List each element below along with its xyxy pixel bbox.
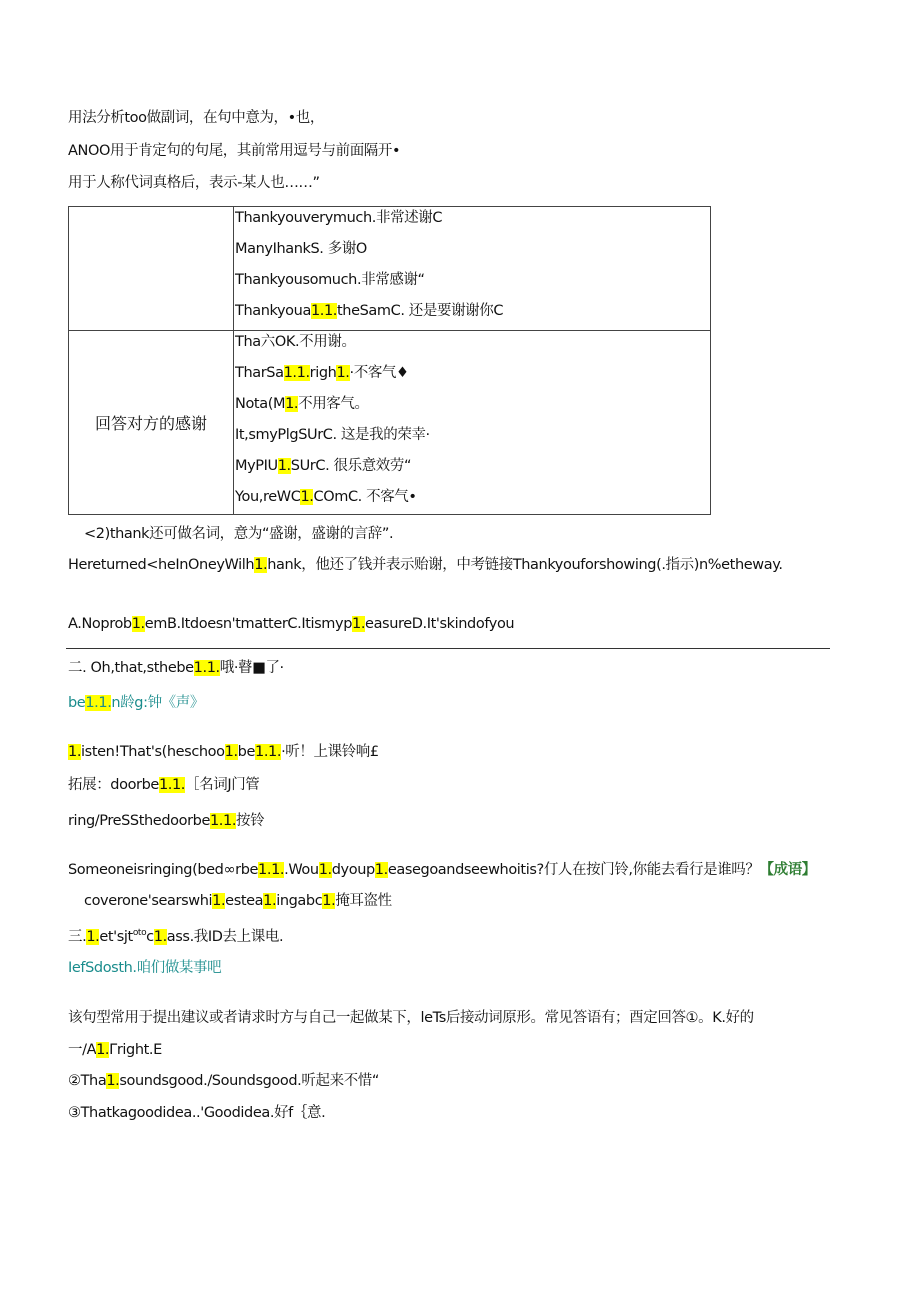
text-run: emB.Itdoesn'tmatterC.Itismyp — [144, 616, 352, 632]
highlight-run: 1. — [318, 862, 332, 878]
bell-definition — [68, 693, 204, 713]
text-run: ·听！上课铃响£ — [281, 744, 379, 760]
text-run: It,smyPlgSUrC. 这是我的荣幸· — [235, 427, 430, 443]
example-sentence — [68, 555, 783, 575]
text-run: A.Noprob — [68, 616, 132, 632]
text-run: estea — [225, 893, 264, 909]
text-run: easegoandseewhoitis?仃人在按门铃,你能去看行是谁吗？ — [387, 862, 760, 878]
text-run: righ — [309, 365, 337, 381]
table-line — [234, 455, 710, 486]
text-run: ②Tha — [68, 1073, 107, 1089]
highlight-run: 1. — [285, 396, 299, 412]
text-run: ［名词J门管 — [185, 777, 260, 793]
listen-example — [68, 742, 379, 762]
idiom-line — [84, 891, 392, 911]
highlight-run: 1. — [224, 744, 238, 760]
highlight-run: 1. — [106, 1073, 120, 1089]
highlight-run: 1. — [263, 893, 277, 909]
highlight-run: 1.1. — [255, 744, 282, 760]
answer-1 — [68, 1040, 162, 1060]
text-run: ring/PreSSthedoorbe — [68, 813, 210, 829]
text-run: ·不客气♦ — [349, 365, 409, 381]
table-label: 回答对方的感谢 — [94, 414, 207, 433]
text-run: c — [146, 928, 154, 945]
text-run: Γright.E — [109, 1042, 162, 1058]
highlight-run: 1. — [277, 458, 291, 474]
text-run: Tha六OK.不用谢。 — [235, 334, 356, 350]
lets-pattern: IefSdosth.咱们做某事吧 — [68, 960, 222, 976]
table-row — [69, 207, 711, 331]
pattern-description: 该句型常用于提出建议或者请求时方与自己一起做某下，leTs后接动词原形。常见答语有；酉定回答①。K.好的 — [68, 1010, 754, 1026]
highlight-run: 1.1. — [310, 303, 338, 319]
table-label-cell — [69, 207, 234, 331]
highlight-run: 1. — [86, 928, 100, 945]
highlight-run: 1.1. — [193, 660, 220, 676]
highlight-run: 1. — [68, 744, 82, 760]
highlight-run: 1. — [254, 557, 268, 573]
text-run: 一/A — [68, 1042, 97, 1058]
highlight-run: 1.1. — [258, 862, 285, 878]
text-run: 拓展：doorbe — [68, 777, 159, 793]
highlight-run: 1. — [322, 893, 336, 909]
text-run: COmC. 不客气• — [313, 489, 417, 505]
section-2-heading — [68, 658, 284, 678]
someone-example — [68, 860, 816, 880]
text-run: isten!That's(heschoo — [81, 744, 225, 760]
text-run: .Wou — [284, 862, 319, 878]
table-content-cell — [234, 331, 711, 515]
text-run: n龄g:钟《声》 — [111, 695, 204, 711]
text-run: Thankyoua — [235, 303, 311, 319]
table-line — [234, 362, 710, 393]
text-run: theSamC. 还是要谢谢你C — [337, 303, 504, 319]
highlight-run: 1. — [131, 616, 145, 632]
highlight-run: 1. — [96, 1042, 110, 1058]
table-line — [234, 207, 710, 238]
section-divider — [66, 648, 830, 649]
table-line — [234, 424, 710, 455]
text-run: TharSa — [235, 365, 284, 381]
thank-noun-note: <2)thank还可做名词，意为“盛谢，盛谢的言辞”. — [84, 526, 394, 542]
text-run: ManyIhankS. 多谢O — [235, 241, 367, 257]
text-run: hank，他还了钱并表示贻谢，中考链接Thankyouforshowing(.指示)n%etheway. — [267, 557, 783, 573]
table-line — [234, 269, 710, 300]
ring-phrase — [68, 811, 264, 831]
text-run: soundsgood./Soundsgood.听起来不惜“ — [119, 1073, 379, 1089]
table-row — [69, 331, 711, 515]
superscript-run: oto — [132, 928, 147, 938]
text-run: Someoneisringing(bed∞rbe — [68, 862, 259, 878]
highlight-run: 1. — [336, 365, 350, 381]
intro-line-1: 用法分析too做副词，在句中意为，•也， — [68, 110, 324, 126]
answer-options — [68, 614, 514, 634]
text-run: et'sjt — [99, 928, 133, 945]
highlight-run: 1.1. — [209, 813, 237, 829]
highlight-run: 1.1. — [85, 695, 112, 711]
text-run: be — [68, 695, 86, 711]
text-run: 按铃 — [236, 813, 265, 829]
text-run: ass.我ID去上课电. — [166, 928, 284, 945]
text-run: Thankyousomuch.非常感谢“ — [235, 272, 425, 288]
text-run: MyPIU — [235, 458, 278, 474]
table-line — [234, 393, 710, 424]
table-line — [234, 331, 710, 362]
table-label-cell — [69, 331, 234, 515]
text-run: easureD.It'skindofyou — [365, 616, 515, 632]
highlight-run: 1.1. — [158, 777, 186, 793]
text-run: 掩耳盗性 — [335, 893, 392, 909]
text-run: dyoup — [331, 862, 375, 878]
intro-line-2: ANOO用于肯定句的句尾，其前常用逗号与前面隔开• — [68, 143, 401, 159]
section-3-heading — [68, 923, 283, 947]
text-run: 哦·瞽■了· — [219, 660, 284, 676]
text-run: 不用客气。 — [298, 396, 369, 412]
text-run: Thankyouverymuch.非常述谢C — [235, 210, 443, 226]
table-line — [234, 486, 710, 514]
table-line — [234, 300, 710, 330]
text-run: Hereturned<heInOneyWilh — [68, 557, 255, 573]
text-run: 三. — [68, 928, 87, 945]
table-line — [234, 238, 710, 269]
table-content-cell — [234, 207, 711, 331]
highlight-run: 1. — [212, 893, 226, 909]
highlight-run: 1. — [374, 862, 388, 878]
text-run: You,reWC — [235, 489, 301, 505]
idiom-tag: 【成语】 — [759, 862, 816, 878]
intro-line-3: 用于人称代词真格后，表示-某人也……” — [68, 175, 320, 191]
text-run: be — [237, 744, 255, 760]
text-run: 二. Oh,that,sthebe — [68, 660, 194, 676]
highlight-run: 1. — [300, 489, 314, 505]
answer-3: ③Thatkagoodidea..'Goodidea.好f｛意. — [68, 1105, 326, 1121]
expand-note — [68, 775, 259, 795]
answer-2 — [68, 1071, 379, 1091]
text-run: Nota(M — [235, 396, 286, 412]
thanks-usage-table — [68, 206, 711, 515]
highlight-run: 1.1. — [283, 365, 310, 381]
highlight-run: 1. — [352, 616, 366, 632]
text-run: ingabc — [276, 893, 323, 909]
highlight-run: 1. — [153, 928, 167, 945]
text-run: coverone'searswhi — [84, 893, 213, 909]
text-run: SUrC. 很乐意效劳“ — [290, 458, 412, 474]
